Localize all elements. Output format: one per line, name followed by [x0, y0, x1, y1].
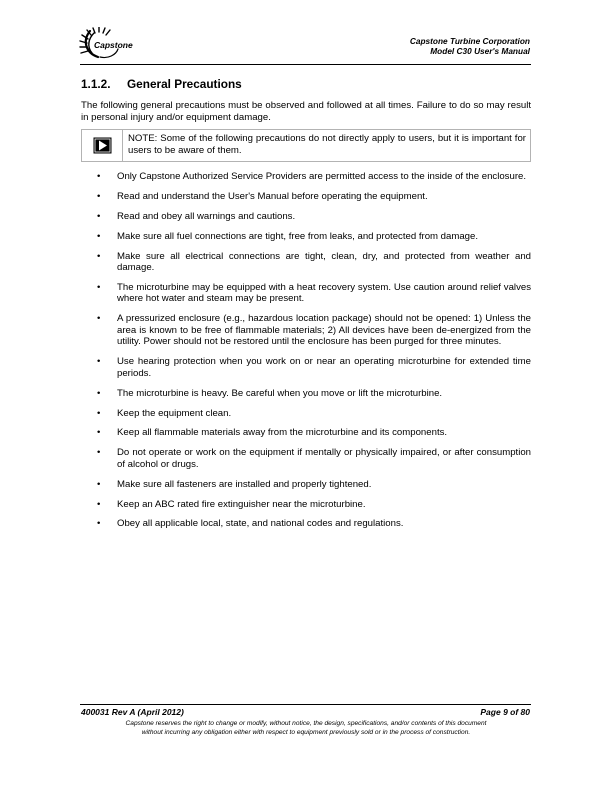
- bullet: •: [97, 387, 101, 399]
- list-item: • Keep an ABC rated fire extinguisher near the microturbine.: [97, 498, 366, 510]
- list-item: • Read and obey all warnings and cautions.: [97, 210, 296, 222]
- precautions-list: [81, 171, 531, 530]
- note-box: [81, 129, 531, 162]
- list-item: • Only Capstone Authorized Service Providers are permitted access to the inside of the enclosure.: [97, 171, 527, 182]
- bullet: •: [97, 171, 101, 182]
- list-item: • Keep the equipment clean.: [97, 407, 232, 419]
- list-item: • The microturbine is heavy. Be careful when you move or lift the microturbine.: [97, 387, 443, 399]
- page-content: [81, 76, 531, 538]
- header-divider: [80, 64, 531, 65]
- footer-divider: [80, 704, 531, 705]
- capstone-logo-icon: [78, 27, 160, 61]
- list-item: • Read and understand the User's Manual before operating the equipment.: [97, 190, 428, 202]
- bullet: •: [97, 518, 101, 530]
- list-item: • Use hearing protection when you work on or near an operating microturbine for extended time periods.: [97, 356, 531, 379]
- list-item: • Do not operate or work on the equipment if mentally or physically impaired, or after consumption of alcohol or drugs.: [97, 447, 531, 470]
- bullet: •: [97, 210, 101, 222]
- legal-line-1: Capstone reserves the right to change or modify, without notice, the design, specifications, and/or contents of this document: [125, 720, 487, 727]
- list-item: • A pressurized enclosure (e.g., hazardous location package) should not be opened: 1) Unless the area is known to be free of flammable materials; 2) All devices have been de-energized from the utility. Power should not be restored until the enclosure has been purged for three minutes.: [97, 313, 531, 348]
- section-number: 1.1.2.: [81, 77, 111, 91]
- bullet: •: [97, 356, 101, 368]
- page-number: Page 9 of 80: [480, 707, 530, 717]
- bullet: •: [97, 407, 101, 419]
- bullet: •: [97, 447, 101, 459]
- list-item: • The microturbine may be equipped with a heat recovery system. Use caution around relief valves where hot water and steam may be present.: [97, 281, 531, 305]
- play-arrow-icon: [93, 137, 112, 154]
- list-item: • Make sure all fasteners are installed and properly tightened.: [97, 478, 372, 490]
- list-item: • Obey all applicable local, state, and national codes and regulations.: [97, 518, 404, 530]
- bullet: •: [97, 427, 101, 439]
- capstone-logo: [78, 27, 160, 61]
- bullet: •: [97, 498, 101, 510]
- bullet: •: [97, 250, 101, 262]
- bullet: •: [97, 230, 101, 242]
- logo-text: Capstone: [94, 40, 133, 50]
- bullet: •: [97, 190, 101, 202]
- list-item: • Make sure all fuel connections are tight, free from leaks, and protected from damage.: [97, 230, 479, 242]
- section-heading: [81, 76, 531, 92]
- note-icon-cell: [82, 130, 123, 161]
- bullet: •: [97, 313, 101, 325]
- header-titles: [410, 36, 530, 56]
- list-item: • Make sure all electrical connections are tight, clean, dry, and protected from weather and damage.: [97, 250, 531, 274]
- manual-title: Model C30 User's Manual: [430, 46, 530, 56]
- section-title: General Precautions: [127, 77, 242, 91]
- note-text: NOTE: Some of the following precautions do not directly apply to users, but it is important for users to be aware of them.: [128, 133, 526, 156]
- legal-line-2: without incurring any obligation either with respect to equipment previously sold or in the process of construction.: [141, 729, 471, 736]
- list-item: • Keep all flammable materials away from the microturbine and its components.: [97, 427, 448, 439]
- legal-notice: [81, 719, 531, 737]
- intro-paragraph: The following general precautions must be observed and followed at all times. Failure to do so may result in personal injury and/or equipment damage.: [81, 100, 531, 123]
- company-name: Capstone Turbine Corporation: [409, 36, 530, 46]
- document-id: 400031 Rev A (April 2012): [81, 707, 184, 717]
- bullet: •: [97, 281, 101, 293]
- bullet: •: [97, 478, 101, 490]
